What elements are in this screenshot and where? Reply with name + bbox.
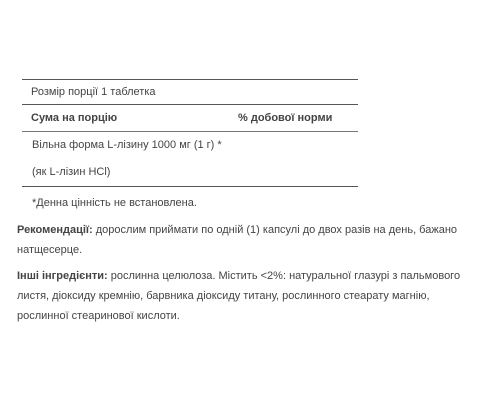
nutrient-sub-row [22, 158, 358, 186]
nutrient-sub-text: (як L-лізин HCl) [32, 166, 111, 178]
other-ingredients-paragraph [17, 266, 477, 326]
header-amount-per-serving: Сума на порцію [31, 112, 118, 124]
nutrient-row [22, 132, 358, 158]
footnote-text: *Денна цінність не встановлена. [32, 197, 197, 209]
recommendations-label: Рекомендації: [17, 224, 93, 236]
nutrient-text: Вільна форма L-лізину 1000 мг (1 г) * [32, 139, 222, 151]
footnote-row [22, 187, 358, 219]
recommendations-text: дорослим приймати по одній (1) капсулі до двох разів на день, бажано натщесерце. [17, 224, 458, 256]
table-header-row [22, 105, 358, 131]
supplement-facts-table [22, 79, 358, 219]
serving-size-text: Розмір порції 1 таблетка [31, 86, 156, 98]
other-ingredients-text: рослинна целюлоза. Містить <2%: натуральної глазурі з пальмового листя, діоксиду кремнію, барвника діоксиду титану, рослинного стеарату магнію, рослинної стеаринової кислоти. [17, 270, 461, 322]
other-ingredients-label: Інші інгредієнти: [17, 270, 108, 282]
recommendations-paragraph [17, 220, 477, 260]
serving-size-row [22, 80, 358, 104]
header-daily-value: % добової норми [238, 112, 333, 124]
